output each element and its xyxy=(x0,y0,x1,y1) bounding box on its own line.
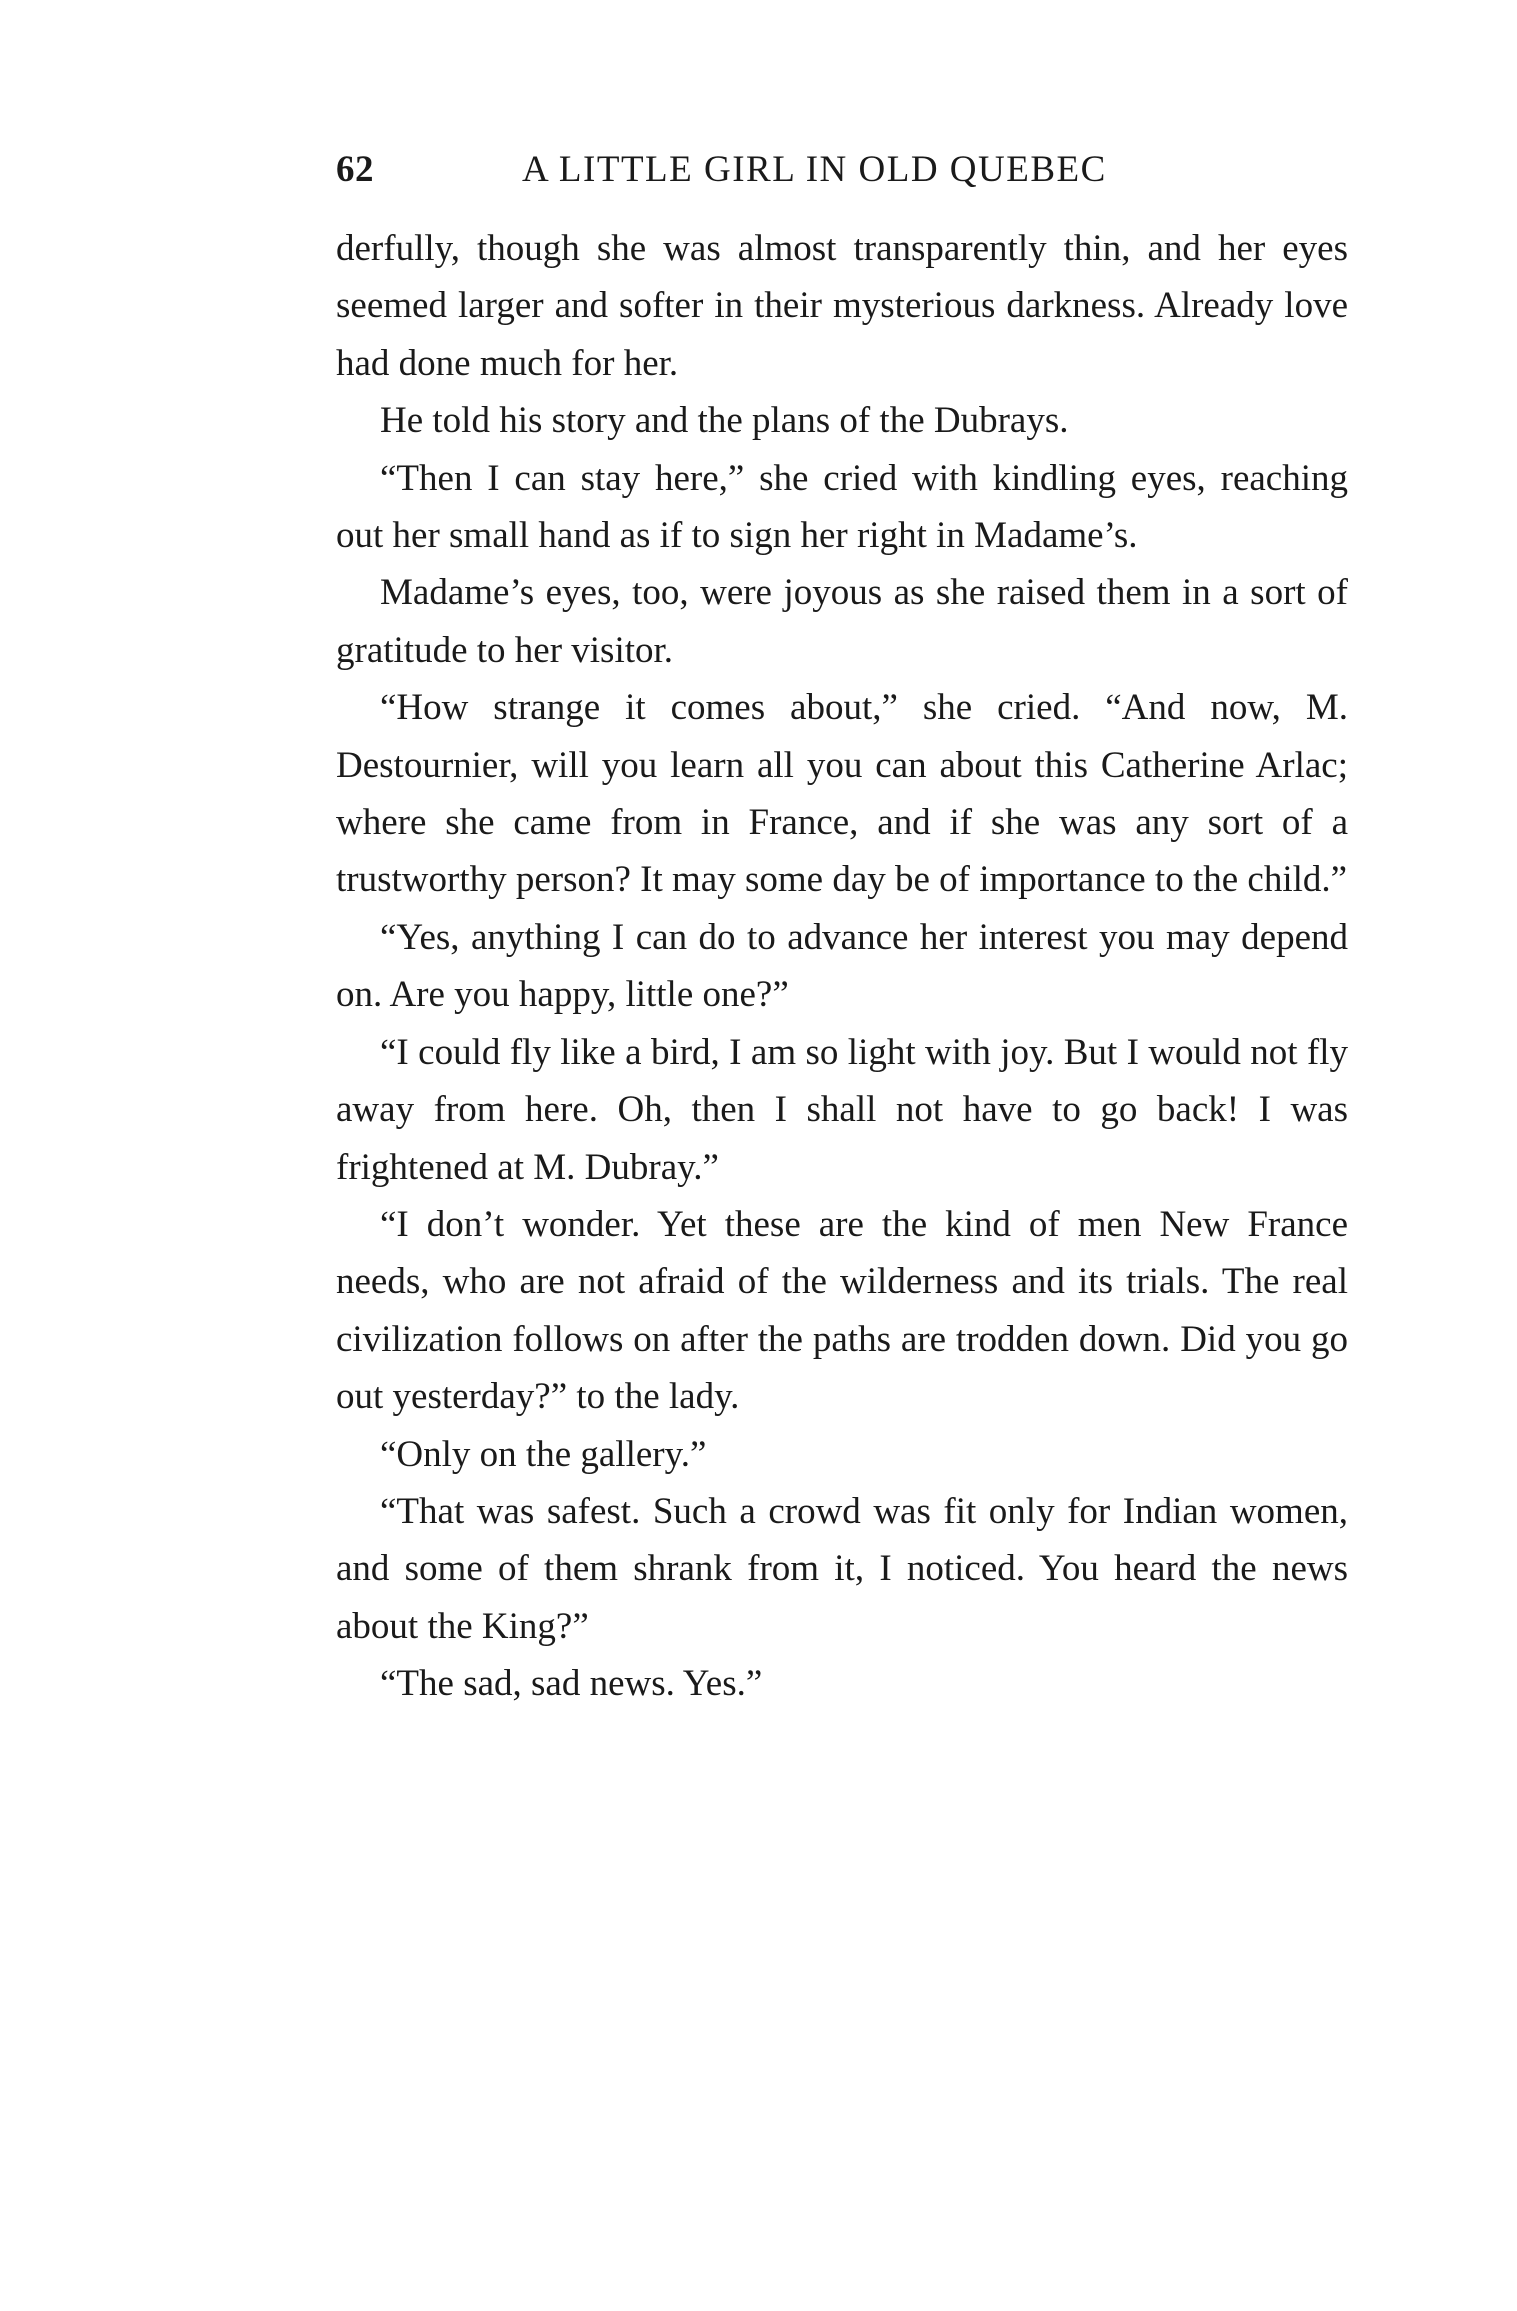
paragraph: “How strange it comes about,” she cried. “And now, M. Destournier, will you learn all you can about this Catherine Arlac; where she came from in France, and if she was any sort of a trustworthy person? It may some day be of importance to the child.” xyxy=(336,687,1348,901)
paragraph: “Then I can stay here,” she cried with kindling eyes, reaching out her small hand as if to sign her right in Madame’s. xyxy=(336,457,1348,557)
page-header xyxy=(336,140,1348,200)
paragraph: “I could fly like a bird, I am so light with joy. But I would not fly away from here. Oh, then I shall not have to go back! I was frightened at M. Dubray.” xyxy=(336,1031,1348,1188)
paragraph: Madame’s eyes, too, were joyous as she raised them in a sort of gratitude to her visitor. xyxy=(336,572,1348,671)
running-title: A LITTLE GIRL IN OLD QUEBEC xyxy=(522,149,1107,190)
paragraph: “That was safest. Such a crowd was fit only for Indian women, and some of them shrank from it, I noticed. You heard the news about the King?” xyxy=(336,1490,1348,1647)
paragraph: He told his story and the plans of the Dubrays. xyxy=(380,400,1069,442)
paragraph: “Yes, anything I can do to advance her interest you may depend on. Are you happy, little one?” xyxy=(336,916,1348,1016)
paragraph-continued: derfully, though she was almost transparently thin, and her eyes seemed larger and softer in their mysterious darkness. Already love had done much for her. xyxy=(336,228,1348,384)
paragraph: “Only on the gallery.” xyxy=(380,1433,707,1475)
paragraph: “The sad, sad news. Yes.” xyxy=(380,1663,763,1705)
page-number: 62 xyxy=(336,149,374,190)
body-text xyxy=(336,220,1348,1713)
paragraph: “I don’t wonder. Yet these are the kind of men New France needs, who are not afraid of the wilderness and its trials. The real civilization follows on after the paths are trodden down. Did you go out yesterday?” to the lady. xyxy=(336,1203,1348,1418)
